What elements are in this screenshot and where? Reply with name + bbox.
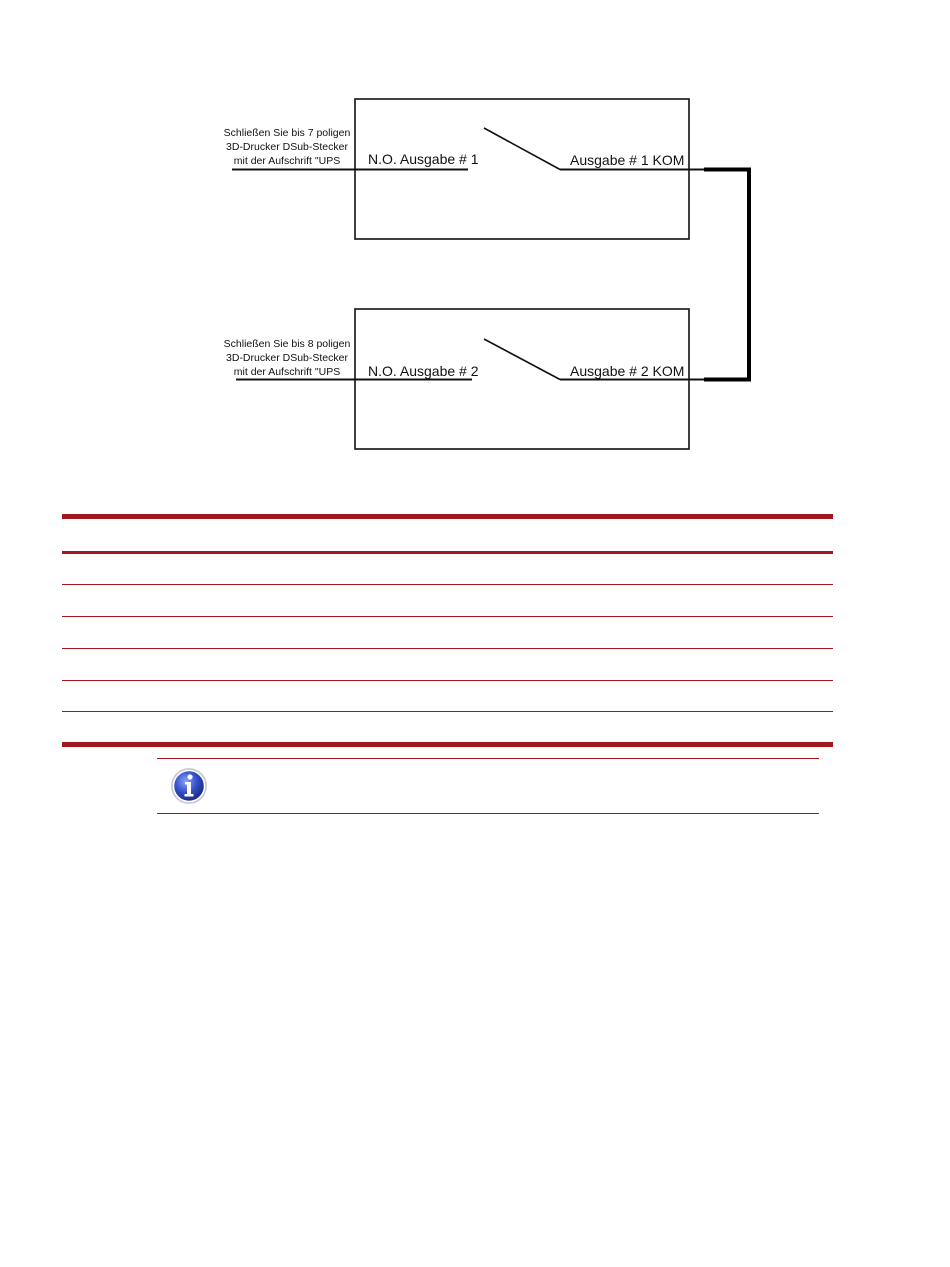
input-label-1-line-1: Schließen Sie bis 7 poligen [223,127,351,139]
table-row-rule [62,711,833,712]
switch-arm-1 [484,128,560,170]
input-label-2-line-2: 3D-Drucker DSub-Stecker [226,352,348,364]
table-bottom-rule [62,742,833,747]
common-bridge-wire [704,170,749,380]
kom-output-label-1: Ausgabe # 1 KOM [570,152,685,168]
note-top-rule [157,758,819,759]
table-row-rule [62,680,833,681]
input-label-2-line-1: Schließen Sie bis 8 poligen [223,338,351,350]
switch-arm-2 [484,339,560,380]
info-icon [169,766,209,806]
no-output-label-2: N.O. Ausgabe # 2 [368,363,479,379]
note-bottom-rule [157,813,819,814]
no-output-label-1: N.O. Ausgabe # 1 [368,151,479,167]
table-row-rule [62,648,833,649]
table-row-rule [62,584,833,585]
input-label-2-line-3: mit der Aufschrift "UPS [233,366,341,378]
input-label-1-line-2: 3D-Drucker DSub-Stecker [226,141,348,153]
empty-table [62,514,833,747]
table-header-rule [62,551,833,554]
info-note [157,758,819,815]
input-label-1-line-3: mit der Aufschrift "UPS [233,155,341,167]
table-top-rule [62,514,833,519]
kom-output-label-2: Ausgabe # 2 KOM [570,363,685,379]
wiring-diagram [0,0,950,470]
table-row-rule [62,616,833,617]
